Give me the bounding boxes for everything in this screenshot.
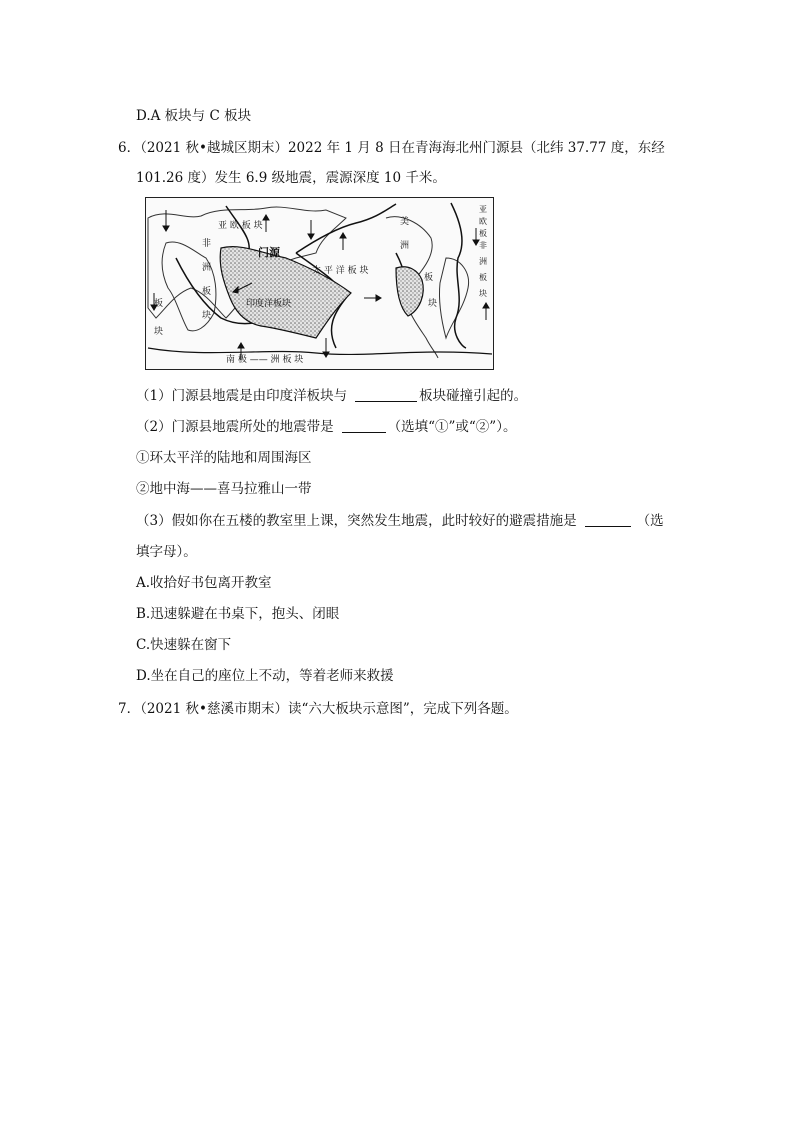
- question-6-line-1: [118, 136, 665, 156]
- label-pacific-plate: 太 平 洋 板 块: [312, 266, 369, 276]
- label-africa-3: 板: [202, 287, 212, 297]
- label-america-4: 块: [428, 299, 438, 309]
- sub-question-1: （1）门源县地震是由印度洋板块与 板块碰撞引起的。: [136, 388, 528, 404]
- label-left-plate-1: 板: [154, 299, 164, 309]
- option-a: A.收拾好书包离开教室: [136, 575, 272, 591]
- plate-map-figure: [145, 197, 494, 370]
- question-7: [118, 697, 518, 717]
- question-6-stem-1: 2022 年 1 月 8 日在青海海北州门源县（北纬 37.77 度，东经: [287, 140, 665, 156]
- label-indian-plate: 印度洋板块: [246, 299, 292, 309]
- label-right-eurasia-3: 板: [479, 229, 487, 238]
- seismic-belt-1: ①环太平洋的陆地和周围海区: [136, 450, 312, 466]
- option-c: C.快速躲在窗下: [136, 637, 232, 653]
- label-right-eurasia-2: 欧: [479, 217, 487, 226]
- sub-question-2: （2）门源县地震所处的地震带是 （选填“①”或“②”）。: [136, 419, 517, 435]
- label-america-1: 美: [400, 217, 410, 227]
- answer-blank-2[interactable]: [342, 420, 386, 433]
- label-right-africa-3: 板: [479, 273, 487, 282]
- label-eurasia-plate: 亚 欧 板 块: [218, 221, 263, 231]
- question-6-number: 6．: [118, 140, 141, 156]
- label-america-2: 洲: [400, 241, 410, 251]
- label-africa-1: 非: [202, 239, 212, 249]
- label-right-africa-2: 洲: [479, 257, 487, 266]
- option-d: D.坐在自己的座位上不动，等着老师来救援: [136, 668, 394, 684]
- label-africa-2: 洲: [202, 263, 212, 273]
- label-right-eurasia-1: 亚: [479, 205, 487, 214]
- question-7-stem: 读“六大板块示意图”，完成下列各题。: [287, 701, 518, 717]
- answer-blank-3[interactable]: [585, 514, 631, 527]
- label-africa-4: 块: [202, 311, 212, 321]
- answer-blank-1[interactable]: [355, 389, 417, 402]
- label-right-africa-1: 非: [479, 241, 487, 250]
- sub-question-3: （3）假如你在五楼的教室里上课，突然发生地震，此时较好的避震措施是 （选: [136, 513, 664, 529]
- label-america-3: 板: [424, 273, 434, 283]
- label-antarctic-plate: 南 极 —— 洲 板 块: [226, 355, 304, 365]
- plate-map-svg: [146, 198, 493, 369]
- label-right-africa-4: 块: [479, 289, 487, 298]
- label-menyuan: 门源: [258, 246, 280, 259]
- question-6-stem-2: 101.26 度）发生 6.9 级地震，震源深度 10 千米。: [136, 170, 446, 186]
- option-b: B.迅速躲避在书桌下，抱头、闭眼: [136, 606, 340, 622]
- label-left-plate-2: 块: [154, 327, 164, 337]
- question-7-source: （2021 秋•慈溪市期末）: [140, 701, 288, 717]
- question-6-source: （2021 秋•越城区期末）: [140, 140, 288, 156]
- question-7-number: 7．: [118, 701, 141, 717]
- sub-question-3-cont: 填字母）。: [136, 544, 197, 560]
- previous-option-d: D.A 板块与 C 板块: [136, 108, 252, 124]
- seismic-belt-2: ②地中海——喜马拉雅山一带: [136, 481, 312, 497]
